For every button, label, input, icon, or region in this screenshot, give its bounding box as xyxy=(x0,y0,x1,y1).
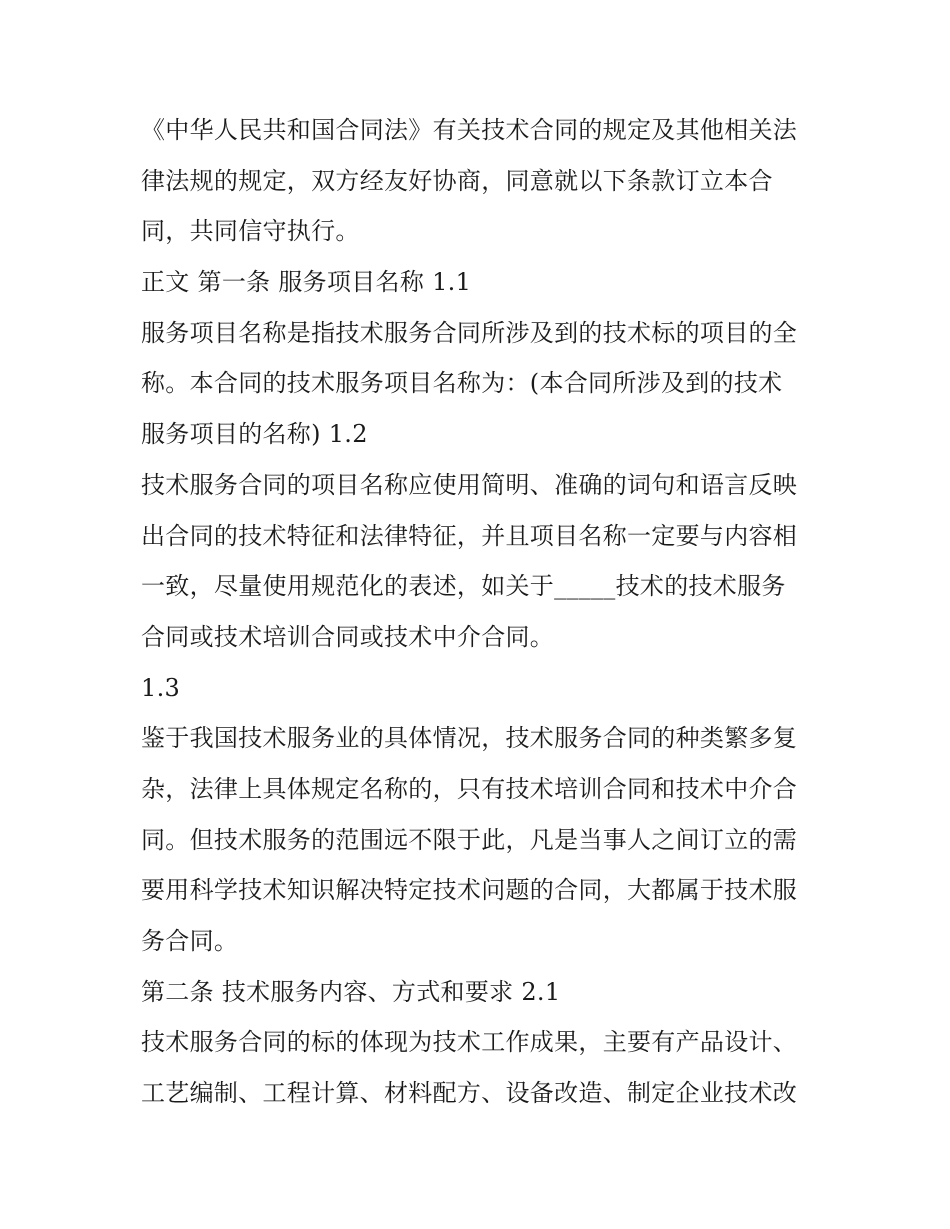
text-line: 务合同。 xyxy=(141,927,239,955)
text-line: 同。但技术服务的范围远不限于此，凡是当事人之间订立的需 xyxy=(141,825,798,854)
text-line: 称。本合同的技术服务项目名称为：(本合同所涉及到的技术 xyxy=(141,369,783,398)
text-line: 工艺编制、工程计算、材料配方、设备改造、制定企业技术改 xyxy=(141,1079,798,1108)
text-line: 一致，尽量使用规范化的表述，如关于_____技术的技术服务 xyxy=(141,572,786,601)
text-line: 杂，法律上具体规定名称的，只有技术培训合同和技术中介合 xyxy=(141,774,798,803)
text-line: 技术服务合同的标的体现为技术工作成果，主要有产品设计、 xyxy=(141,1028,798,1057)
clause-number: 1.3 xyxy=(141,673,181,702)
text-line: 律法规的规定，双方经友好协商，同意就以下条款订立本合 xyxy=(141,166,773,195)
text-line: 合同或技术培训合同或技术中介合同。 xyxy=(141,622,555,651)
section-heading-article-1: 正文 第一条 服务项目名称 1.1 xyxy=(141,268,472,297)
text-line: 要用科学技术知识解决特定技术问题的合同，大都属于技术服 xyxy=(141,876,798,905)
text-line: 技术服务合同的项目名称应使用简明、准确的词句和语言反映 xyxy=(141,470,798,499)
text-line: 鉴于我国技术服务业的具体情况，技术服务合同的种类繁多复 xyxy=(141,724,798,753)
text-line: 出合同的技术特征和法律特征，并且项目名称一定要与内容相 xyxy=(141,521,798,550)
section-heading-article-2: 第二条 技术服务内容、方式和要求 2.1 xyxy=(141,977,561,1006)
text-line: 同，共同信守执行。 xyxy=(141,217,360,246)
text-line: 服务项目的名称) 1.2 xyxy=(141,420,368,449)
text-line: 《中华人民共和国合同法》有关技术合同的规定及其他相关法 xyxy=(141,116,798,144)
text-line: 服务项目名称是指技术服务合同所涉及到的技术标的项目的全 xyxy=(141,318,798,347)
contract-text xyxy=(141,107,821,1121)
